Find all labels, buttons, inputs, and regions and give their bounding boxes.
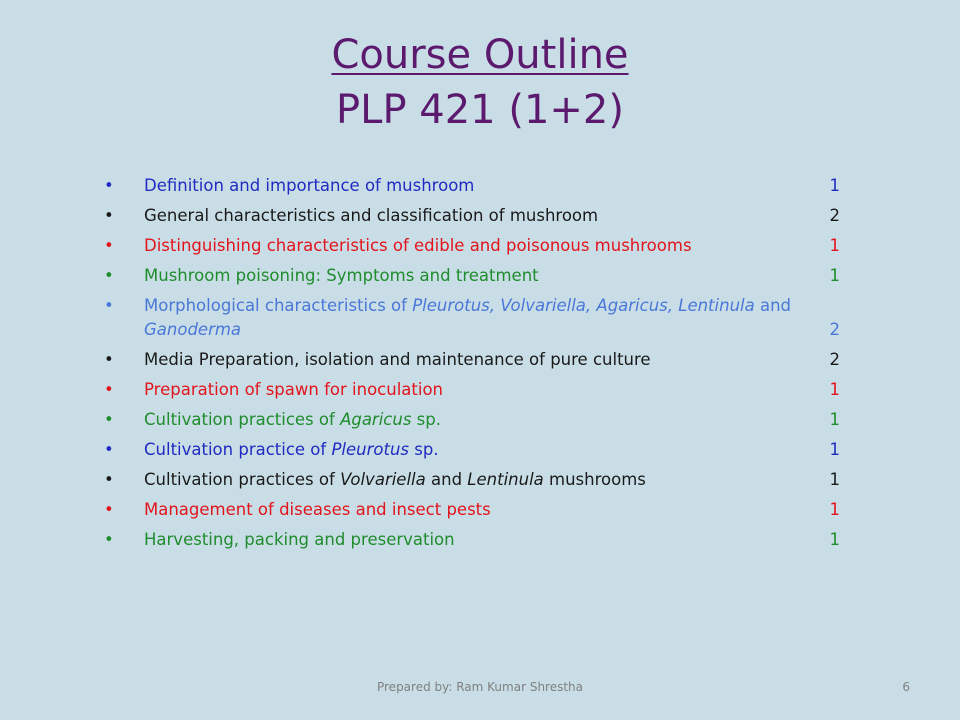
outline-item-text (144, 378, 818, 402)
bullet-icon: • (104, 236, 114, 255)
bullet-icon: • (104, 500, 114, 519)
outline-item (104, 174, 840, 198)
text-span: General characteristics and classification of mushroom (144, 206, 599, 225)
outline-item-text (144, 528, 818, 552)
outline-item-text (144, 468, 818, 492)
bullet-icon: • (104, 440, 114, 459)
page-number: 6 (902, 680, 910, 694)
bullet-icon: • (104, 380, 114, 399)
outline-item-text (144, 294, 818, 342)
bullet-icon: • (104, 530, 114, 549)
outline-item (104, 234, 840, 258)
text-span: Management of diseases and insect pests (144, 500, 491, 519)
outline-item-text (144, 498, 818, 522)
outline-item (104, 468, 840, 492)
outline-item-text (144, 264, 818, 288)
slide-title: Course Outline (331, 32, 629, 78)
credit-hours: 2 (829, 320, 840, 339)
text-span: Preparation of spawn for inoculation (144, 380, 443, 399)
outline-item (104, 498, 840, 522)
text-span: and (425, 470, 468, 489)
credit-hours: 2 (829, 350, 840, 369)
text-span: Mushroom poisoning: Symptoms and treatment (144, 266, 539, 285)
text-span: and (754, 296, 792, 315)
genus-name: Volvariella (340, 470, 426, 489)
outline-item-text (144, 408, 818, 432)
outline-item (104, 294, 840, 342)
text-span: Media Preparation, isolation and maintenance of pure culture (144, 350, 651, 369)
outline-item-text (144, 204, 818, 228)
credit-hours: 1 (829, 470, 840, 489)
genus-name: Pleurotus, Volvariella, Agaricus, Lentinula (412, 296, 755, 315)
text-span: mushrooms (543, 470, 646, 489)
bullet-icon: • (104, 296, 114, 315)
bullet-icon: • (104, 470, 114, 489)
slide-title-block (0, 30, 960, 136)
outline-item (104, 408, 840, 432)
outline-item (104, 378, 840, 402)
outline-item-text (144, 234, 818, 258)
text-span: Distinguishing characteristics of edible and poisonous mushrooms (144, 236, 692, 255)
genus-name: Lentinula (467, 470, 544, 489)
outline-item-text (144, 348, 818, 372)
credit-hours: 1 (829, 530, 840, 549)
text-span: Definition and importance of mushroom (144, 176, 475, 195)
text-span: Cultivation practice of (144, 440, 332, 459)
credit-hours: 1 (829, 236, 840, 255)
outline-item-text (144, 174, 818, 198)
bullet-icon: • (104, 266, 114, 285)
outline-item (104, 204, 840, 228)
credit-hours: 1 (829, 176, 840, 195)
credit-hours: 2 (829, 206, 840, 225)
slide-footer: Prepared by: Ram Kumar Shrestha (376, 680, 584, 694)
text-span: Cultivation practices of (144, 470, 341, 489)
outline-item (104, 528, 840, 552)
text-span: sp. (409, 440, 439, 459)
text-span: sp. (411, 410, 441, 429)
outline-item-text (144, 438, 818, 462)
genus-name: Agaricus (340, 410, 412, 429)
text-span: Cultivation practices of (144, 410, 341, 429)
slide-subtitle: PLP 421 (1+2) (336, 87, 624, 133)
bullet-icon: • (104, 410, 114, 429)
genus-name: Pleurotus (331, 440, 410, 459)
course-outline-list (104, 174, 840, 558)
credit-hours: 1 (829, 380, 840, 399)
text-span: Morphological characteristics of (144, 296, 413, 315)
bullet-icon: • (104, 350, 114, 369)
text-span: Harvesting, packing and preservation (144, 530, 455, 549)
outline-item (104, 264, 840, 288)
credit-hours: 1 (829, 410, 840, 429)
bullet-icon: • (104, 176, 114, 195)
outline-item (104, 438, 840, 462)
credit-hours: 1 (829, 266, 840, 285)
genus-name: Ganoderma (144, 320, 242, 339)
credit-hours: 1 (829, 500, 840, 519)
credit-hours: 1 (829, 440, 840, 459)
outline-item (104, 348, 840, 372)
bullet-icon: • (104, 206, 114, 225)
